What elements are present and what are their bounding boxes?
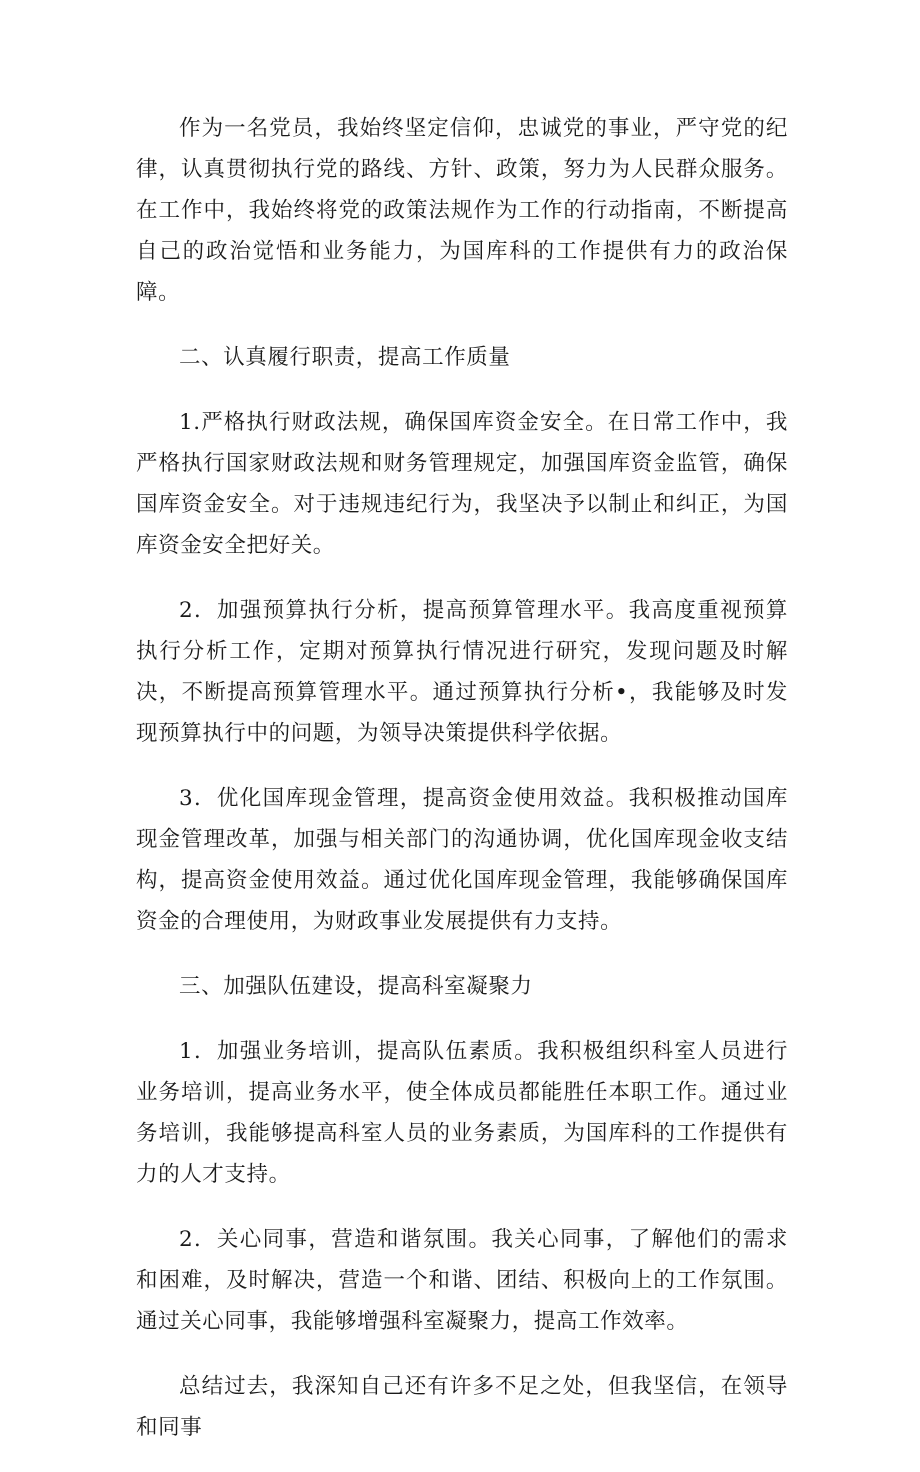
paragraph-cash-management: 3．优化国库现金管理，提高资金使用效益。我积极推动国库现金管理改革，加强与相关部门的沟通协调，优化国库现金收支结构，提高资金使用效益。通过优化国库现金管理，我能够确保国库资金的合理使用，为财政事业发展提供有力支持。	[136, 786, 788, 934]
paragraph-budget-analysis: 2．加强预算执行分析，提高预算管理水平。我高度重视预算执行分析工作，定期对预算执行情况进行研究，发现问题及时解决，不断提高预算管理水平。通过预算执行分析•，我能够及时发现预算执行中的问题，为领导决策提供科学依据。	[136, 598, 788, 746]
paragraph-party-member: 作为一名党员，我始终坚定信仰，忠诚党的事业，严守党的纪律，认真贯彻执行党的路线、方针、政策，努力为人民群众服务。在工作中，我始终将党的政策法规作为工作的行动指南，不断提高自己的政治觉悟和业务能力，为国库科的工作提供有力的政治保障。	[136, 116, 788, 305]
paragraph-training: 1．加强业务培训，提高队伍素质。我积极组织科室人员进行业务培训，提高业务水平，使全体成员都能胜任本职工作。通过业务培训，我能够提高科室人员的业务素质，为国库科的工作提供有力的人才支持。	[136, 1039, 788, 1187]
paragraph-summary: 总结过去，我深知自己还有许多不足之处，但我坚信，在领导和同事	[136, 1374, 788, 1440]
paragraph-colleagues: 2．关心同事，营造和谐氛围。我关心同事，了解他们的需求和困难，及时解决，营造一个和谐、团结、积极向上的工作氛围。通过关心同事，我能够增强科室凝聚力，提高工作效率。	[136, 1227, 788, 1334]
section-heading-team-building: 三、加强队伍建设，提高科室凝聚力	[179, 974, 533, 999]
document-body	[136, 108, 788, 1472]
section-heading-duties: 二、认真履行职责，提高工作质量	[179, 345, 511, 370]
paragraph-fiscal-regulations: 1.严格执行财政法规，确保国库资金安全。在日常工作中，我严格执行国家财政法规和财务管理规定，加强国库资金监管，确保国库资金安全。对于违规违纪行为，我坚决予以制止和纠正，为国库资金安全把好关。	[136, 410, 788, 558]
